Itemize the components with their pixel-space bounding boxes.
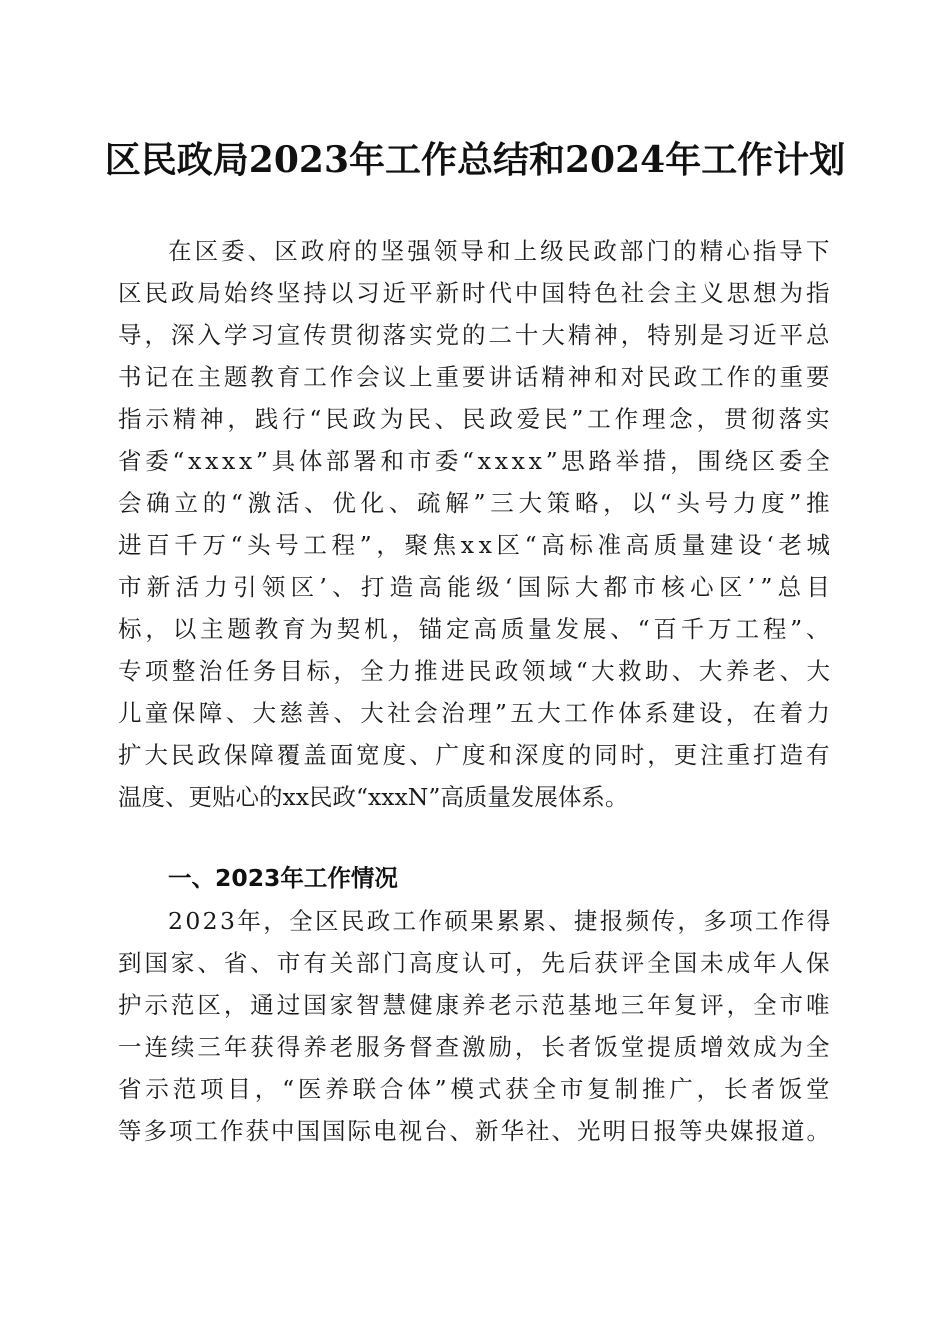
document-title: 区民政局2023年工作总结和2024年工作计划 (104, 139, 846, 181)
paragraph-line: 省委“xxxx”具体部署和市委“xxxx”思路举措，围绕区委全 (118, 447, 834, 475)
paragraph-line: 进百千万“头号工程”，聚焦xx区“高标准高质量建设‘老城 (118, 531, 835, 559)
paragraph-line: 会确立的“激活、优化、疏解”三大策略，以“头号力度”推 (118, 489, 835, 517)
paragraph-line: 儿童保障、大慈善、大社会治理”五大工作体系建设，在着力 (118, 699, 834, 727)
paragraph-line: 导，深入学习宣传贯彻落实党的二十大精神，特别是习近平总 (118, 321, 833, 349)
paragraph-line: 温度、更贴心的xx民政“xxxN”高质量发展体系。 (118, 783, 629, 811)
paragraph-line: 标，以主题教育为契机，锚定高质量发展、“百千万工程”、 (118, 615, 834, 643)
paragraph-line: 书记在主题教育工作会议上重要讲话精神和对民政工作的重要 (118, 363, 833, 391)
paragraph-line: 一连续三年获得养老服务督查激励，长者饭堂提质增效成为全 (118, 1033, 833, 1061)
paragraph-line: 到国家、省、市有关部门高度认可，先后获评全国未成年人保 (118, 949, 833, 977)
paragraph-line: 扩大民政保障覆盖面宽度、广度和深度的同时，更注重打造有 (118, 741, 833, 769)
section-heading: 一、2023年工作情况 (168, 864, 398, 892)
paragraph-line: 省示范项目，“医养联合体”模式获全市复制推广，长者饭堂 (118, 1075, 834, 1103)
paragraph-line: 2023年，全区民政工作硕果累累、捷报频传，多项工作得 (168, 907, 833, 935)
paragraph-line: 等多项工作获中国国际电视台、新华社、光明日报等央媒报道。 (118, 1117, 832, 1145)
paragraph-line: 护示范区，通过国家智慧健康养老示范基地三年复评，全市唯 (118, 991, 833, 1019)
paragraph-line: 在区委、区政府的坚强领导和上级民政部门的精心指导下 (168, 237, 833, 265)
paragraph-line: 市新活力引领区’、打造高能级‘国际大都市核心区’”总目 (118, 573, 836, 601)
paragraph-line: 指示精神，践行“民政为民、民政爱民”工作理念，贯彻落实 (118, 405, 834, 433)
paragraph-line: 区民政局始终坚持以习近平新时代中国特色社会主义思想为指 (118, 279, 833, 307)
paragraph-line: 专项整治任务目标，全力推进民政领域“大救助、大养老、大 (118, 657, 834, 685)
